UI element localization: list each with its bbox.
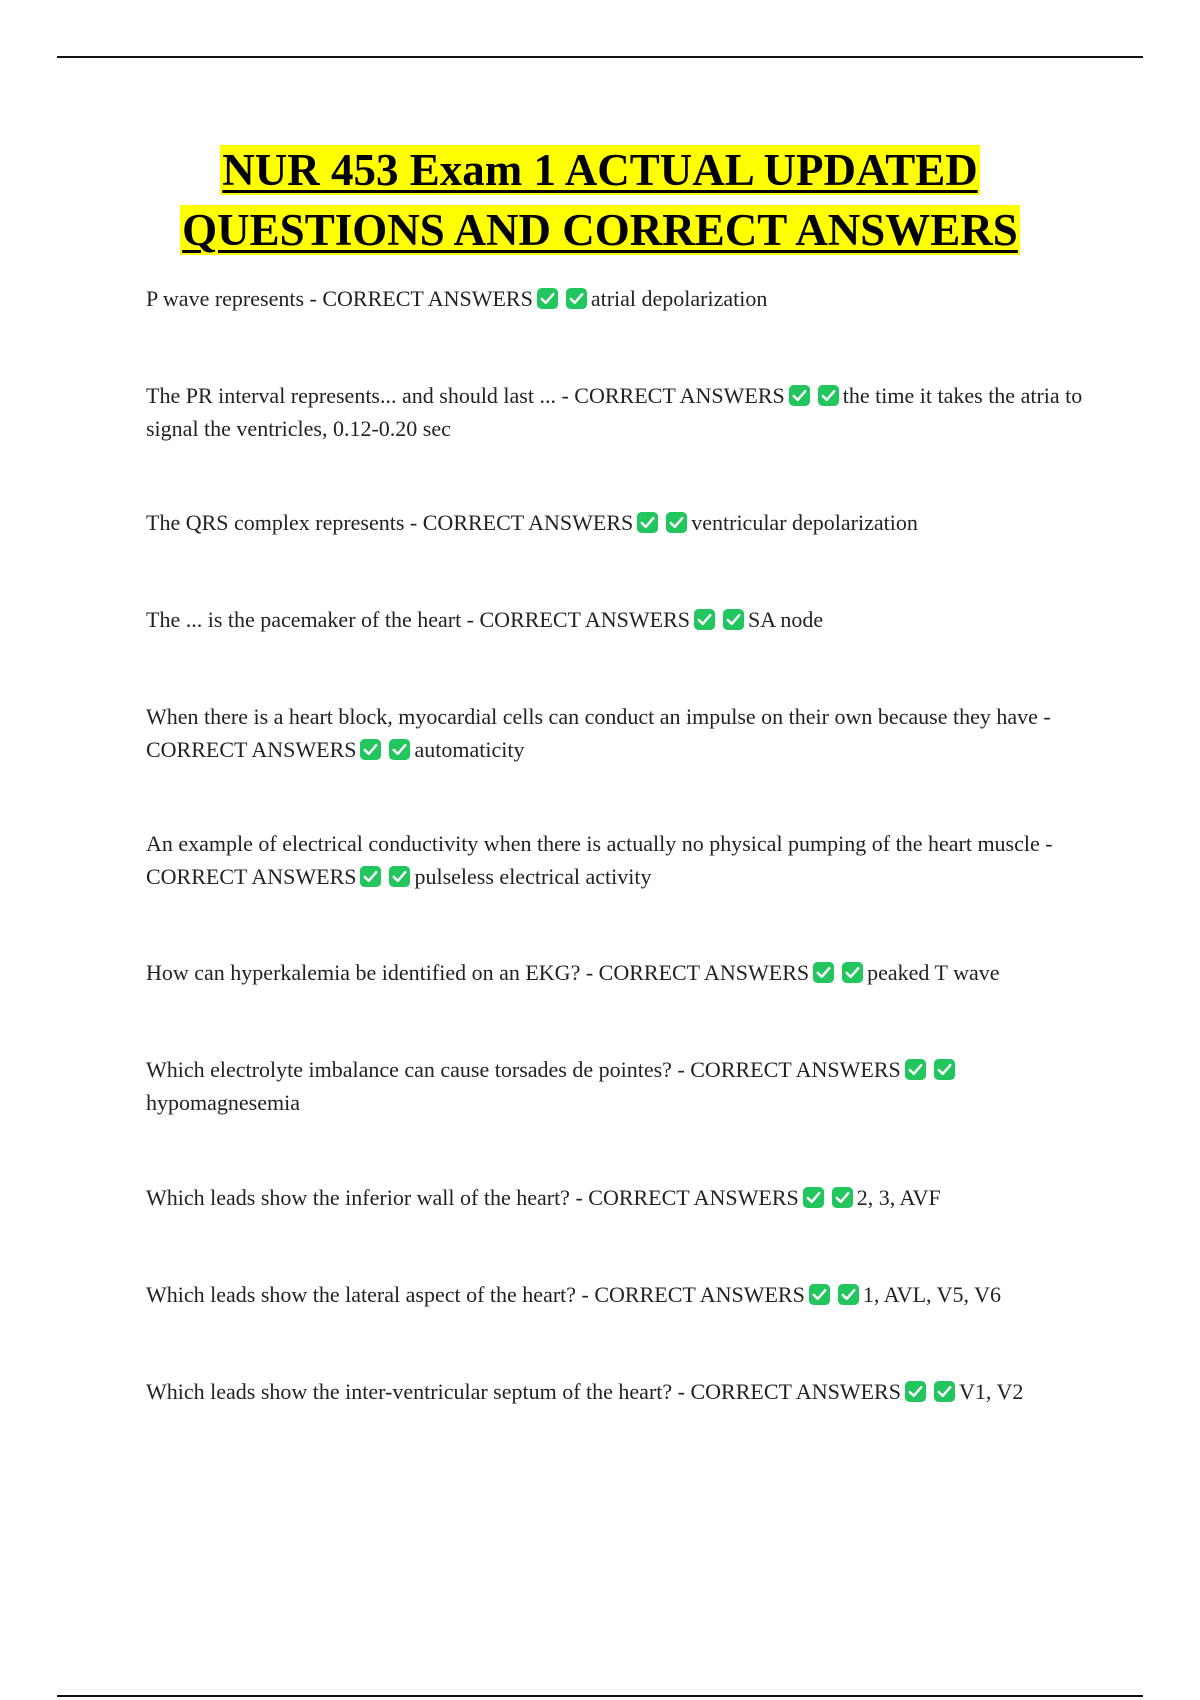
answer-text: peaked T wave (867, 960, 1000, 985)
green-checkbox-icon (636, 511, 659, 534)
qa-item (146, 1181, 1096, 1214)
qa-item (146, 827, 1096, 893)
question-text: Which leads show the inter-ventricular septum of the heart? - CORRECT ANSWERS (146, 1379, 901, 1404)
green-checkbox-icon (831, 1186, 854, 1209)
question-text: The QRS complex represents - CORRECT ANSWERS (146, 510, 634, 535)
qa-item (146, 1053, 1096, 1119)
qa-item (146, 956, 1096, 989)
green-checkbox-icon (359, 738, 382, 761)
green-checkbox-icon (817, 384, 840, 407)
title-line-1: NUR 453 Exam 1 ACTUAL UPDATED (222, 145, 978, 195)
question-text: An example of electrical conductivity when there is actually no physical pumping of the heart muscle - CORRECT ANSWERS (146, 831, 1053, 889)
qa-item (146, 603, 1096, 636)
answer-text: V1, V2 (958, 1379, 1024, 1404)
green-checkbox-icon (565, 287, 588, 310)
page-title (0, 140, 1200, 260)
green-checkbox-icon (812, 961, 835, 984)
answer-text: automaticity (414, 737, 525, 762)
question-text: Which electrolyte imbalance can cause torsades de pointes? - CORRECT ANSWERS (146, 1057, 901, 1082)
answer-text: SA node (747, 607, 824, 632)
answer-text: hypomagnesemia (146, 1090, 300, 1115)
question-text: P wave represents - CORRECT ANSWERS (146, 286, 533, 311)
qa-item (146, 282, 1096, 315)
green-checkbox-icon (665, 511, 688, 534)
green-checkbox-icon (933, 1058, 956, 1081)
question-text: Which leads show the lateral aspect of the heart? - CORRECT ANSWERS (146, 1282, 805, 1307)
green-checkbox-icon (359, 865, 382, 888)
top-divider (57, 56, 1143, 58)
green-checkbox-icon (802, 1186, 825, 1209)
answer-text: atrial depolarization (590, 286, 768, 311)
green-checkbox-icon (904, 1380, 927, 1403)
green-checkbox-icon (837, 1283, 860, 1306)
green-checkbox-icon (808, 1283, 831, 1306)
question-text: Which leads show the inferior wall of the heart? - CORRECT ANSWERS (146, 1185, 799, 1210)
green-checkbox-icon (933, 1380, 956, 1403)
qa-item (146, 1375, 1096, 1408)
bottom-divider (57, 1695, 1143, 1697)
green-checkbox-icon (788, 384, 811, 407)
green-checkbox-icon (388, 865, 411, 888)
answer-text: ventricular depolarization (691, 510, 918, 535)
qa-item (146, 700, 1096, 766)
question-text: The PR interval represents... and should last ... - CORRECT ANSWERS (146, 383, 785, 408)
answer-text: pulseless electrical activity (414, 864, 652, 889)
green-checkbox-icon (722, 608, 745, 631)
title-line-2: QUESTIONS AND CORRECT ANSWERS (182, 205, 1018, 255)
answer-text: the time it takes the atria to signal the ventricles, 0.12-0.20 sec (146, 383, 1083, 441)
green-checkbox-icon (904, 1058, 927, 1081)
green-checkbox-icon (693, 608, 716, 631)
answer-text: 1, AVL, V5, V6 (862, 1282, 1001, 1307)
qa-item (146, 379, 1096, 445)
qa-item (146, 506, 1096, 539)
question-text: The ... is the pacemaker of the heart - CORRECT ANSWERS (146, 607, 690, 632)
green-checkbox-icon (536, 287, 559, 310)
answer-text: 2, 3, AVF (856, 1185, 941, 1210)
question-text: When there is a heart block, myocardial cells can conduct an impulse on their own because they have - CORRECT ANSWERS (146, 704, 1051, 762)
qa-item (146, 1278, 1096, 1311)
green-checkbox-icon (841, 961, 864, 984)
question-text: How can hyperkalemia be identified on an EKG? - CORRECT ANSWERS (146, 960, 810, 985)
green-checkbox-icon (388, 738, 411, 761)
